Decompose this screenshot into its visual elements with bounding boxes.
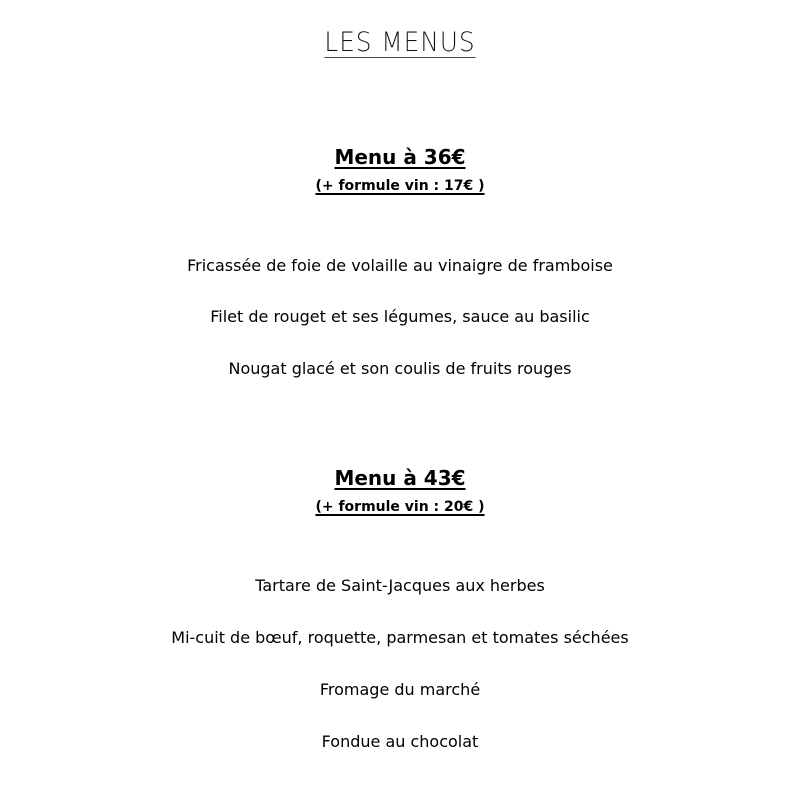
wine-formula-text: (+ formule vin : 17€ ) [315,178,485,194]
dish-item: Tartare de Saint-Jacques aux herbes [255,576,545,595]
wine-formula [0,498,800,516]
menu-heading [0,145,800,169]
dish-item: Fricassée de foie de volaille au vinaigre de framboise [187,256,613,275]
dish-item: Mi-cuit de bœuf, roquette, parmesan et tomates séchées [171,628,629,647]
dish-item: Nougat glacé et son coulis de fruits rouges [228,359,572,378]
menu-heading-text: Menu à 36€ [334,145,466,169]
page-title-text: LES MENUS [324,27,476,58]
page-title [32,27,768,59]
menu-heading [0,466,800,490]
dish-item: Fromage du marché [319,680,481,699]
wine-formula-text: (+ formule vin : 20€ ) [315,499,485,515]
dish-item: Fondue au chocolat [321,732,479,751]
dish-item: Filet de rouget et ses légumes, sauce au basilic [210,307,590,326]
wine-formula [0,177,800,195]
menu-heading-text: Menu à 43€ [334,466,466,490]
